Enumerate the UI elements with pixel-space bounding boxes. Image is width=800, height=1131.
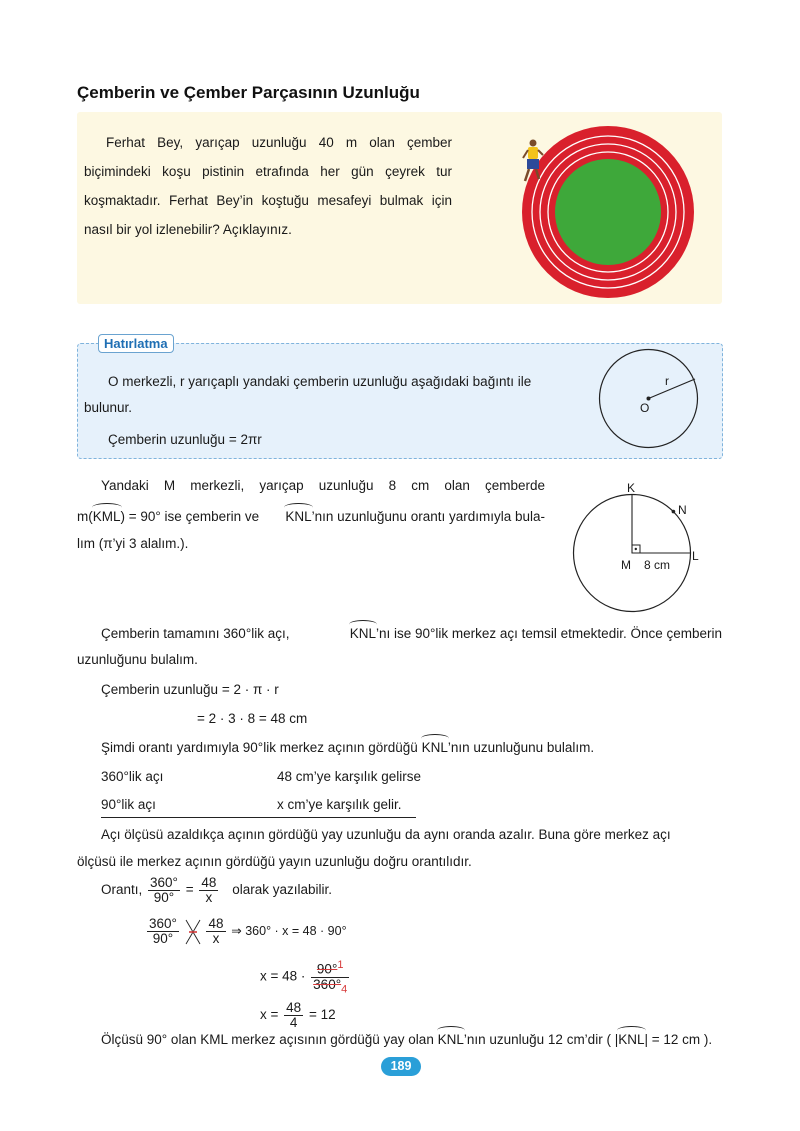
point-l-label: L — [692, 549, 699, 563]
solution-p2 — [101, 740, 594, 755]
measure-suffix: ) = 90° ise çemberin ve — [120, 509, 260, 524]
final-b: ’nın uzunluğu 12 cm’dir — [463, 1032, 603, 1047]
point-m-label: M — [621, 558, 631, 572]
arc-knl: KNL — [285, 509, 312, 524]
solution-p1-a: Çemberin tamamını 360°lik açı, — [101, 626, 290, 641]
ratio-row2-right: x cm’ye karşılık gelir. — [277, 797, 402, 812]
solution-p3-line1: Açı ölçüsü azaldıkça açının gördüğü yay uzunluğu da aynı oranda azalır. Buna göre merkez açı — [101, 827, 671, 842]
reminder-circle-figure — [597, 347, 700, 450]
example-line2 — [77, 509, 545, 524]
circumference-step2: = 2 · 3 · 8 = 48 cm — [197, 711, 308, 726]
arc-knl: KNL — [421, 740, 448, 755]
problem-paragraph: Ferhat Bey, yarıçap uzunluğu 40 m olan çember biçimindeki koşu pistinin etrafında her gün çeyrek tur koşmaktadır. Ferhat Bey’in koştuğu mesafeyi bulmak için nasıl bir yol izlenebilir? Açıklayınız. — [84, 135, 452, 237]
solution-p2-a: Şimdi orantı yardımıyla 90°lik merkez açının gördüğü — [101, 740, 418, 755]
reminder-line1: O merkezli, r yarıçaplı yandaki çemberin uzunluğu aşağıdaki bağıntı ile — [108, 374, 532, 389]
reminder-radius-label: r — [665, 374, 669, 388]
fraction-90-360-cancel: $\frac{90^\circ^1}{360^\circ_4}$ — [313, 959, 348, 996]
reminder-label: Hatırlatma — [98, 334, 174, 353]
final-c: | = 12 cm ). — [644, 1032, 713, 1047]
ratio-row2-left: 90°lik açı — [101, 797, 156, 812]
example-circle-figure — [572, 493, 692, 613]
cross-multiply-icon — [185, 918, 201, 946]
fraction-48-4: $\frac{48}{4}$ — [286, 1000, 302, 1030]
page-number: 189 — [381, 1057, 421, 1076]
solution-p1-line2: uzunluğunu bulalım. — [77, 652, 198, 667]
reminder-line2: bulunur. — [84, 400, 133, 415]
example-line2-end: ’nın uzunluğunu orantı yardımıyla bula- — [311, 509, 545, 524]
solution-p2-b: ’nın uzunluğunu bulalım. — [447, 740, 595, 755]
fraction-360-90: $\frac{360^\circ}{90^\circ}$ — [149, 916, 177, 946]
fraction-48-x: $\frac{48}{x}$ — [201, 875, 217, 905]
proportion-label: Orantı, — [101, 882, 143, 898]
point-k-label: K — [627, 481, 636, 495]
measure-prefix: m( — [77, 509, 93, 524]
reminder-center-label: O — [640, 401, 650, 415]
arc-knl: KNL — [618, 1032, 645, 1047]
example-line3: lım (π’yi 3 alalım.). — [77, 536, 189, 551]
running-track-illustration — [520, 124, 695, 299]
x-step2 — [260, 1001, 336, 1030]
x-step1-prefix: x = 48 · — [260, 968, 306, 984]
cross-multiply-line — [145, 917, 347, 946]
point-n-label: N — [678, 503, 687, 517]
ratio-row1-right: 48 cm’ye karşılık gelirse — [277, 769, 422, 784]
ratio-row2 — [101, 797, 416, 818]
cross-result: ⇒ 360° · x = 48 · 90° — [231, 924, 347, 939]
x-step1 — [260, 958, 351, 996]
arc-knl: KNL — [349, 626, 376, 641]
problem-text — [84, 128, 452, 244]
x-step2-prefix: x = — [260, 1007, 279, 1023]
reminder-formula: Çemberin uzunluğu = 2πr — [108, 432, 262, 447]
proportion-tail: olarak yazılabilir. — [232, 882, 332, 898]
fraction-48-x: $\frac{48}{x}$ — [208, 916, 224, 946]
final-paren: ( | — [606, 1032, 619, 1047]
arc-knl: KNL — [437, 1032, 464, 1047]
x-step2-result: = 12 — [308, 1007, 336, 1023]
fraction-360-90: $\frac{360^\circ}{90^\circ}$ — [150, 875, 178, 905]
arc-kml: KML — [92, 509, 121, 524]
proportion-line: Orantı, $\frac{360^\circ}{90^\circ}$ = $\frac{48}{x}$ olarak yazılabilir. — [101, 875, 332, 905]
final-sentence — [101, 1032, 712, 1047]
final-a: Ölçüsü 90° olan KML merkez açısının gördüğü yay olan — [101, 1032, 434, 1047]
ratio-row1-left: 360°lik açı — [101, 769, 164, 784]
solution-p3-line2: ölçüsü ile merkez açının gördüğü yayın uzunluğu doğru orantılıdır. — [77, 854, 472, 869]
solution-p1-line1 — [101, 626, 722, 641]
page-title: Çemberin ve Çember Parçasının Uzunluğu — [77, 83, 420, 102]
solution-p1-b: ’nı ise 90°lik merkez açı temsil etmektedir. Önce çemberin — [375, 626, 722, 641]
example-line1: Yandaki M merkezli, yarıçap uzunluğu 8 cm olan çemberde — [101, 478, 545, 493]
radius-length-label: 8 cm — [644, 558, 671, 572]
circumference-step1: Çemberin uzunluğu = 2 · π · r — [101, 682, 279, 697]
